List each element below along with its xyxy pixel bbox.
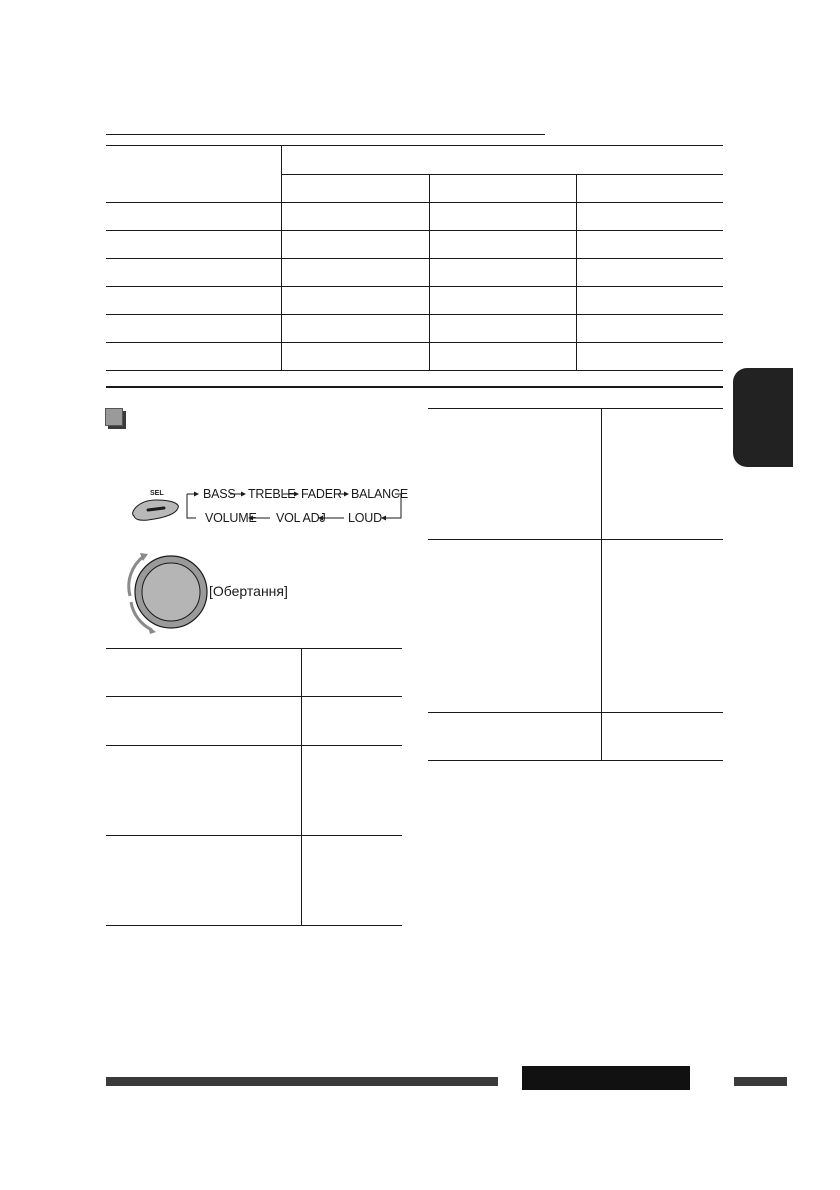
table-header-cell: [577, 175, 724, 203]
left-table-rule: [106, 835, 402, 836]
flow-item-treble: TREBLE: [248, 487, 296, 501]
right-table-rule: [428, 760, 723, 761]
table-row: [106, 343, 723, 371]
left-table-rule: [106, 745, 402, 746]
left-table-rule: [106, 925, 402, 926]
section-divider: [106, 386, 723, 388]
sel-button: [126, 486, 186, 526]
flow-item-fader: FADER: [301, 487, 342, 501]
settings-table: [106, 145, 723, 371]
footer-bar-left: [106, 1077, 498, 1086]
table-row: [106, 203, 723, 231]
footer-bar-right: [734, 1077, 787, 1086]
left-table-rule: [106, 696, 402, 697]
top-rule: [106, 134, 545, 135]
section-square-icon: [105, 408, 123, 426]
table-header-cell: [282, 146, 724, 175]
table-row: [106, 287, 723, 315]
table-header-cell: [282, 175, 430, 203]
flow-item-volume: VOLUME: [205, 511, 257, 525]
right-table-rule: [428, 539, 723, 540]
language-side-tab: [733, 368, 793, 467]
right-table-rule: [428, 408, 723, 409]
sel-button-label: SEL: [150, 490, 164, 497]
right-table-rule: [428, 712, 723, 713]
right-table-divider: [601, 408, 602, 761]
flow-item-vol-adj: VOL ADJ: [276, 511, 326, 525]
table-row: [106, 315, 723, 343]
table-header-cell: [106, 146, 282, 203]
flow-item-balance: BALANCE: [351, 487, 408, 501]
left-table-rule: [106, 648, 402, 649]
footer-page-box: [522, 1066, 690, 1090]
flow-item-loud: LOUD: [348, 511, 382, 525]
flow-item-bass: BASS: [203, 487, 236, 501]
rotate-label: [Обертання]: [209, 583, 288, 599]
rotary-knob: [122, 552, 208, 634]
table-row: [106, 231, 723, 259]
table-row: [106, 259, 723, 287]
table-header-cell: [430, 175, 577, 203]
left-table-divider: [301, 648, 302, 926]
